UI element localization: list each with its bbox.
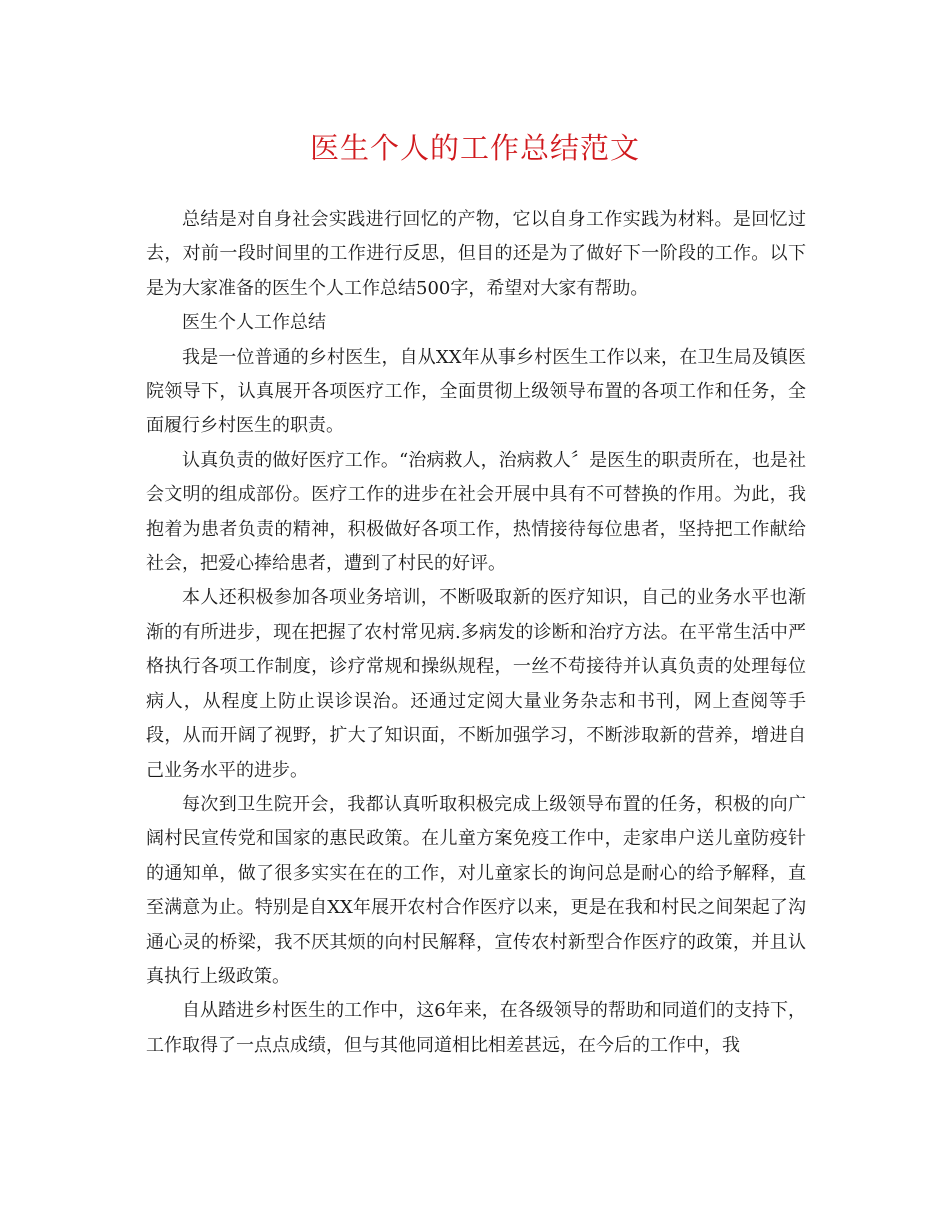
paragraph-section-heading: 医生个人工作总结 bbox=[182, 312, 326, 334]
paragraph-training: 本人还积极参加各项业务培训，不断吸取新的医疗知识，自己的业务水平也渐渐的有所进步，现在把握了农村常见病.多病发的诊断和治疗方法。在平常生活中严格执行各项工作制度，诊疗常规和操纵规程，一丝不苟接待并认真负责的处理每位病人，从程度上防止误诊误治。还通过定阅大量业务杂志和书刊，网上查阅等手段，从而开阔了视野，扩大了知识面，不断加强学习，不断涉取新的营养，增进自己业务水平的进步。 bbox=[146, 587, 806, 781]
paragraph-intro: 总结是对自身社会实践进行回忆的产物，它以自身工作实践为材料。是回忆过去，对前一段时间里的工作进行反思，但目的还是为了做好下一阶段的工作。以下是为大家准备的医生个人工作总结500字，希望对大家有帮助。 bbox=[146, 209, 806, 299]
paragraph-policy-work: 每次到卫生院开会，我都认真听取积极完成上级领导布置的任务，积极的向广阔村民宣传党和国家的惠民政策。在儿童方案免疫工作中，走家串户送儿童防疫针的通知单，做了很多实实在在的工作，对儿童家长的询问总是耐心的给予解释，直至满意为止。特别是自XX年展开农村合作医疗以来，更是在我和村民之间架起了沟通心灵的桥梁，我不厌其烦的向村民解释，宣传农村新型合作医疗的政策，并且认真执行上级政策。 bbox=[146, 793, 806, 987]
document-body bbox=[146, 203, 806, 1063]
paragraph-background: 我是一位普通的乡村医生，自从XX年从事乡村医生工作以来，在卫生局及镇医院领导下，认真展开各项医疗工作，全面贯彻上级领导布置的各项工作和任务，全面履行乡村医生的职责。 bbox=[146, 346, 806, 437]
document-title: 医生个人的工作总结范文 bbox=[309, 131, 640, 165]
paragraph-medical-work: 认真负责的做好医疗工作。“治病救人，治病救人〞是医生的职责所在，也是社会文明的组成部份。医疗工作的进步在社会开展中具有不可替换的作用。为此，我抱着为患者负责的精神，积极做好各项工作，热情接待每位患者，坚持把工作献给社会，把爱心捧给患者，遭到了村民的好评。 bbox=[146, 449, 806, 575]
paragraph-conclusion: 自从踏进乡村医生的工作中，这6年来，在各级领导的帮助和同道们的支持下，工作取得了一点点成绩，但与其他同道相比相差甚远，在今后的工作中，我 bbox=[146, 1000, 806, 1056]
